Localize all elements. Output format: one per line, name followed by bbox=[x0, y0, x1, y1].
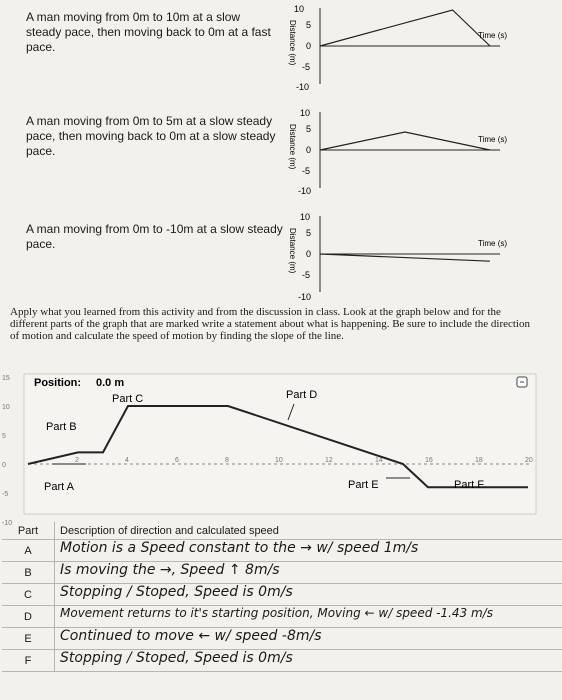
y-tick--10: -10 bbox=[2, 520, 13, 527]
row-description[interactable]: Is moving the →, Speed ↑ 8m/s bbox=[60, 562, 280, 578]
table-header-row bbox=[2, 522, 562, 540]
row-part: F bbox=[24, 655, 32, 667]
x-tick-8: 8 bbox=[225, 457, 229, 464]
x-tick-4: 4 bbox=[125, 457, 129, 464]
table-row bbox=[2, 606, 562, 628]
graph-2-description: A man moving from 0m to 5m at a slow steady pace, then moving back to 0m at a slow steady pace. bbox=[26, 114, 276, 158]
mg3-tick-5: 5 bbox=[306, 228, 312, 238]
mini-graph-2 bbox=[280, 108, 510, 203]
row-part: E bbox=[24, 633, 32, 645]
table-row bbox=[2, 562, 562, 584]
mg3-tick-10: 10 bbox=[300, 212, 311, 222]
y-tick-5: 5 bbox=[2, 433, 6, 440]
mg2-tick-m10: -10 bbox=[298, 186, 312, 196]
x-tick-18: 18 bbox=[475, 457, 483, 464]
label-part-d: Part D bbox=[286, 389, 318, 401]
mg3-xlabel: Time (s) bbox=[478, 239, 508, 248]
mg3-ylabel: Distance (m) bbox=[288, 228, 297, 274]
mini-graph-3-svg bbox=[280, 212, 510, 302]
row-description[interactable]: Movement returns to it's starting position, Moving ← w/ speed -1.43 m/s bbox=[60, 606, 493, 620]
x-tick-16: 16 bbox=[425, 457, 433, 464]
row-part: D bbox=[24, 611, 32, 623]
mg3-tick-0: 0 bbox=[306, 249, 312, 259]
x-tick-10: 10 bbox=[275, 457, 283, 464]
mg2-tick-0: 0 bbox=[306, 145, 312, 155]
label-part-f: Part F bbox=[454, 479, 484, 491]
mini-graph-1-line bbox=[320, 10, 490, 46]
table-row bbox=[2, 628, 562, 650]
row-part: B bbox=[24, 567, 32, 579]
mg1-tick-m10: -10 bbox=[296, 82, 310, 92]
instructions-text: Apply what you learned from this activity and from the discussion in class. Look at the graph below and for the different parts of the graph that are marked write a statement about what is happening. Be sure to include the direction of motion and calculate the speed of motion by finding the slope of the line. bbox=[10, 306, 530, 342]
label-part-a: Part A bbox=[44, 481, 74, 493]
mg2-tick-m5: -5 bbox=[302, 166, 311, 176]
header-description: Description of direction and calculated speed bbox=[60, 525, 279, 537]
table-row bbox=[2, 584, 562, 606]
mg1-tick-0: 0 bbox=[306, 41, 312, 51]
mg3-tick-m10: -10 bbox=[298, 292, 312, 302]
y-tick-15: 15 bbox=[2, 375, 10, 382]
mg2-ylabel: Distance (m) bbox=[288, 124, 297, 170]
main-graph-svg bbox=[2, 374, 536, 527]
mg1-xlabel: Time (s) bbox=[478, 31, 508, 40]
x-tick-6: 6 bbox=[175, 457, 179, 464]
graph-3-description: A man moving from 0m to -10m at a slow steady pace. bbox=[26, 222, 283, 251]
position-value: 0.0 m bbox=[96, 377, 125, 389]
mini-graph-2-line bbox=[320, 132, 490, 150]
label-part-b: Part B bbox=[46, 421, 77, 433]
mg2-tick-5: 5 bbox=[306, 124, 312, 134]
answer-table bbox=[2, 522, 562, 700]
row-description[interactable]: Stopping / Stoped, Speed is 0m/s bbox=[60, 584, 293, 600]
label-part-e: Part E bbox=[348, 479, 379, 491]
x-tick-2: 2 bbox=[75, 457, 79, 464]
header-part: Part bbox=[17, 525, 39, 537]
y-tick-0: 0 bbox=[2, 462, 6, 469]
mini-graph-2-svg bbox=[280, 108, 510, 198]
y-tick-10: 10 bbox=[2, 404, 10, 411]
mg2-tick-10: 10 bbox=[300, 108, 311, 118]
row-description[interactable]: Motion is a Speed constant to the → w/ speed 1m/s bbox=[60, 540, 419, 556]
label-part-c: Part C bbox=[112, 393, 144, 405]
mg1-tick-m5: -5 bbox=[302, 62, 311, 72]
main-position-graph bbox=[2, 374, 536, 527]
mini-graph-3 bbox=[280, 212, 510, 307]
x-tick-12: 12 bbox=[325, 457, 333, 464]
mg1-tick-5: 5 bbox=[306, 20, 312, 30]
mini-graph-1 bbox=[280, 4, 510, 99]
row-description[interactable]: Stopping / Stoped, Speed is 0m/s bbox=[60, 650, 293, 666]
row-part: C bbox=[24, 589, 32, 601]
table-row bbox=[2, 540, 562, 562]
x-tick-14: 14 bbox=[375, 457, 383, 464]
position-label: Position: bbox=[34, 377, 82, 389]
row-part: A bbox=[24, 545, 32, 557]
y-tick--5: -5 bbox=[2, 491, 9, 498]
graph-1-description: A man moving from 0m to 10m at a slow steady pace, then moving back to 0m at a fast pace. bbox=[26, 10, 271, 54]
row-description[interactable]: Continued to move ← w/ speed -8m/s bbox=[60, 628, 322, 644]
mg3-tick-m5: -5 bbox=[302, 270, 311, 280]
x-tick-20: 20 bbox=[525, 457, 533, 464]
mg1-ylabel: Distance (m) bbox=[288, 20, 297, 66]
mini-graph-3-line bbox=[320, 254, 490, 261]
mg1-tick-10: 10 bbox=[294, 4, 305, 14]
mg2-xlabel: Time (s) bbox=[478, 135, 508, 144]
mini-graph-1-svg bbox=[280, 4, 510, 94]
table-row bbox=[2, 650, 562, 672]
